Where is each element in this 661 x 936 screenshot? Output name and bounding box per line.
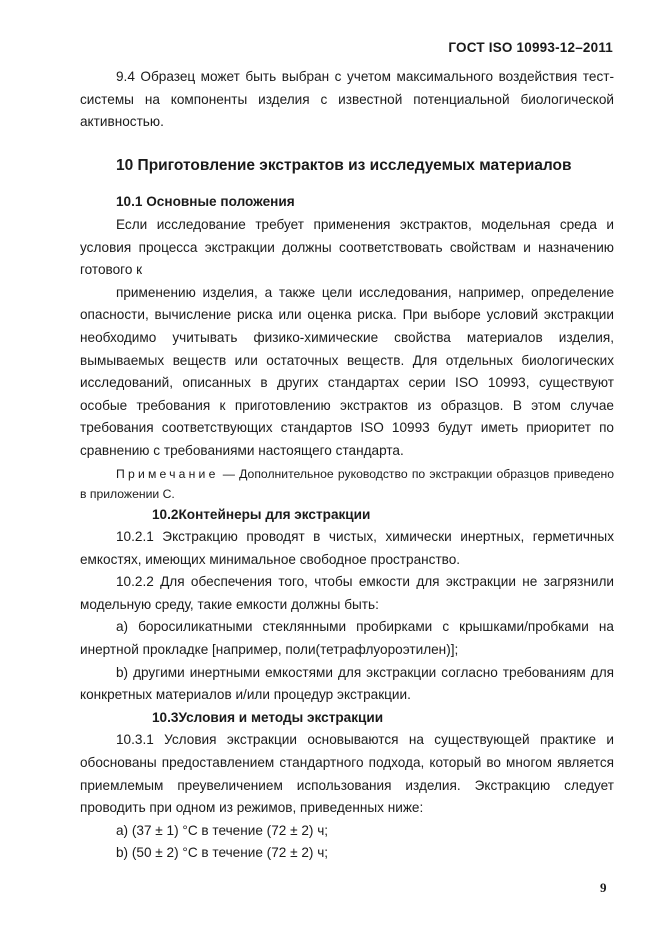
document-header: ГОСТ ISO 10993-12–2011 <box>448 40 613 55</box>
section-number: 10.3 <box>152 709 179 725</box>
list-item-a: a) боросиликатными стеклянными пробирками с крышками/пробками на инертной прокладке [например, поли(тетрафлуороэтилен)]; <box>80 619 614 658</box>
note-label: Примечание <box>116 466 219 481</box>
paragraph-10-3-1: 10.3.1 Условия экстракции основываются на существующей практике и обоснованы предоставлением стандартного подхода, который во многом является приемлемым преувеличением использования изделия. Экстракцию следует проводить при одном из режимов, приведенных ниже: <box>80 732 614 816</box>
section-number: 10.2 <box>152 506 179 522</box>
section-10-heading: 10 Приготовление экстрактов из исследуемых материалов <box>116 156 572 174</box>
section-title: Контейнеры для экстракции <box>178 506 371 522</box>
page-number: 9 <box>600 880 607 895</box>
page-body <box>80 66 614 865</box>
paragraph-9-4: 9.4 Образец может быть выбран с учетом максимального воздействия тест-системы на компоненты изделия с известной потенциальной биологической активностью. <box>80 69 614 130</box>
note-10-1 <box>80 464 614 504</box>
section-10-3-heading <box>80 707 614 730</box>
paragraph-10-1-b: применению изделия, а также цели исследования, например, определение опасности, вычисление риска или оценка риска. При выборе условий экстракции необходимо учитывать физико-химические свойства материалов изделия, вымываемых веществ или остаточных веществ. Для отдельных биологических исследований, описанных в других стандартах серии ISO 10993, существуют особые требования к приготовлению экстрактов из образцов. В этом случае требования соответствующих стандартов ISO 10993 будут иметь приоритет по сравнению с требованиями настоящего стандарта. <box>80 284 614 458</box>
section-title: Условия и методы экстракции <box>178 709 384 725</box>
paragraph-10-2-1: 10.2.1 Экстракцию проводят в чистых, химически инертных, герметичных емкостях, имеющих минимальное свободное пространство. <box>80 529 614 567</box>
list-item-b: b) другими инертными емкостями для экстракции согласно требованиям для конкретных материалов и/или процедур экстракции. <box>80 664 614 703</box>
paragraph-10-1-a: Если исследование требует применения экстрактов, модельная среда и условия процесса экстракции должны соответствовать свойствам и назначению готового к <box>80 216 614 278</box>
section-10-1-heading: 10.1 Основные положения <box>116 194 295 210</box>
note-text: — Дополнительное руководство по экстракции образцов приведено в приложении С. <box>80 466 614 501</box>
paragraph-10-2-2: 10.2.2 Для обеспечения того, чтобы емкости для экстракции не загрязнили модельную среду, такие емкости должны быть: <box>80 574 614 612</box>
section-10-2-heading <box>80 504 614 527</box>
list-item-a: a) (37 ± 1) °С в течение (72 ± 2) ч; <box>116 822 329 838</box>
list-item-b: b) (50 ± 2) °С в течение (72 ± 2) ч; <box>116 845 329 861</box>
